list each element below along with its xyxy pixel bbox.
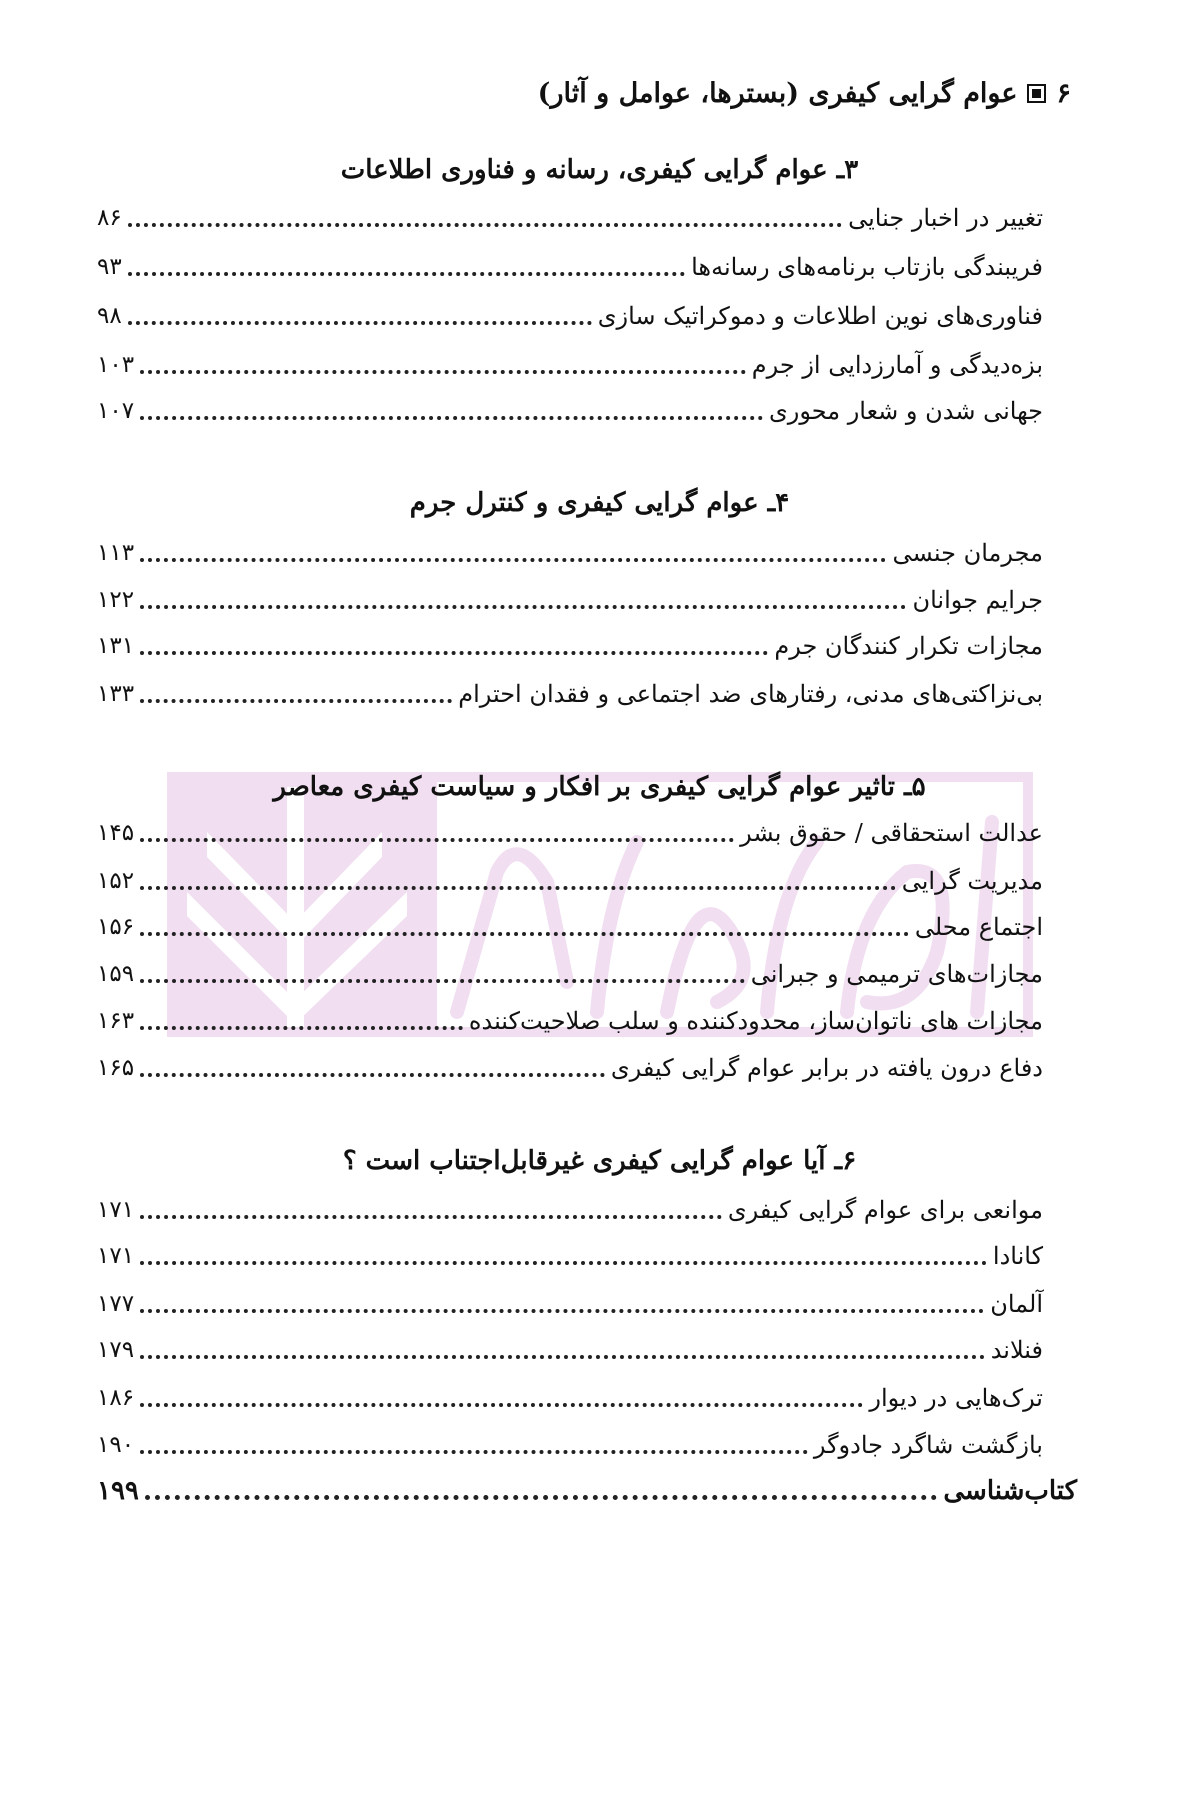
entry-page: ۱۶۳ bbox=[97, 1008, 135, 1034]
toc-entry[interactable] bbox=[97, 1239, 1043, 1273]
toc-entry[interactable] bbox=[97, 583, 1043, 617]
dot-leader bbox=[145, 1495, 937, 1500]
entry-page: ۱۷۷ bbox=[97, 1291, 135, 1317]
toc-entry[interactable] bbox=[97, 1287, 1043, 1321]
dot-leader bbox=[140, 370, 746, 374]
dot-leader bbox=[140, 605, 906, 609]
toc-entry[interactable] bbox=[97, 1051, 1043, 1085]
dot-leader bbox=[140, 1215, 722, 1219]
section-heading: ۵ـ تاثیر عوام گرایی کیفری بر افکار و سیاست کیفری معاصر bbox=[273, 772, 926, 802]
entry-page: ۱۸۶ bbox=[97, 1385, 135, 1411]
entry-title: بزه‌دیدگی و آمارزدایی از جرم bbox=[751, 351, 1043, 379]
dot-leader bbox=[140, 416, 763, 420]
entry-title: اجتماع محلی bbox=[914, 913, 1043, 941]
toc-entry[interactable] bbox=[97, 629, 1043, 663]
entry-page: ۹۳ bbox=[97, 254, 122, 280]
toc-entry[interactable] bbox=[97, 394, 1043, 428]
entry-title: فناوری‌های نوین اطلاعات و دموکراتیک سازی bbox=[597, 302, 1043, 330]
entry-page: ۱۷۱ bbox=[97, 1197, 135, 1223]
entry-title: دفاع درون یافته در برابر عوام گرایی کیفری bbox=[610, 1054, 1043, 1082]
entry-page: ۹۸ bbox=[97, 303, 122, 329]
entry-page: ۱۵۹ bbox=[97, 961, 135, 987]
entry-title: فنلاند bbox=[990, 1336, 1043, 1364]
dot-leader bbox=[140, 699, 452, 703]
dot-leader bbox=[140, 1073, 605, 1077]
entry-title: جرایم جوانان bbox=[912, 586, 1043, 614]
entry-page: ۱۹۹ bbox=[97, 1476, 139, 1506]
entry-title: تغییر در اخبار جنایی bbox=[848, 204, 1043, 232]
toc-entry[interactable] bbox=[97, 1193, 1043, 1227]
toc-entry[interactable] bbox=[97, 299, 1043, 333]
dot-leader bbox=[140, 932, 909, 936]
entry-title: آلمان bbox=[990, 1290, 1043, 1318]
dot-leader bbox=[140, 558, 886, 562]
entry-page: ۱۷۹ bbox=[97, 1337, 135, 1363]
toc-entry[interactable] bbox=[97, 536, 1043, 570]
entry-title: مجازات های ناتوان‌ساز، محدودکننده و سلب صلاحیت‌کننده bbox=[468, 1007, 1043, 1035]
toc-entry[interactable] bbox=[97, 1004, 1043, 1038]
entry-title: عدالت استحقاقی / حقوق بشر bbox=[740, 819, 1043, 847]
entry-page: ۱۷۱ bbox=[97, 1243, 135, 1269]
section-heading: ۴ـ عوام گرایی کیفری و کنترل جرم bbox=[409, 488, 790, 518]
toc-entry-bibliography[interactable] bbox=[97, 1474, 1077, 1508]
dot-leader bbox=[128, 272, 685, 276]
toc-entry[interactable] bbox=[97, 1333, 1043, 1367]
entry-title: مجازات‌های ترمیمی و جبرانی bbox=[750, 960, 1043, 988]
entry-title: فریبندگی بازتاب برنامه‌های رسانه‌ها bbox=[691, 253, 1043, 281]
toc-entry[interactable] bbox=[97, 957, 1043, 991]
dot-leader bbox=[140, 1355, 985, 1359]
entry-page: ۸۶ bbox=[97, 205, 122, 231]
toc-entry[interactable] bbox=[97, 910, 1043, 944]
book-title: عوام گرایی کیفری (بسترها، عوامل و آثار) bbox=[537, 78, 1018, 109]
dot-leader bbox=[140, 651, 768, 655]
entry-page: ۱۵۶ bbox=[97, 914, 135, 940]
dot-leader bbox=[140, 886, 896, 890]
square-bullet-icon bbox=[1027, 84, 1046, 103]
entry-page: ۱۱۳ bbox=[97, 540, 135, 566]
entry-title: کتاب‌شناسی bbox=[943, 1476, 1077, 1506]
dot-leader bbox=[140, 1403, 863, 1407]
section-heading: ۳ـ عوام گرایی کیفری، رسانه و فناوری اطلاعات bbox=[340, 155, 859, 185]
dot-leader bbox=[128, 321, 592, 325]
toc-entry[interactable] bbox=[97, 250, 1043, 284]
dot-leader bbox=[140, 1261, 987, 1265]
entry-page: ۱۳۱ bbox=[97, 633, 135, 659]
dot-leader bbox=[140, 1450, 808, 1454]
dot-leader bbox=[140, 1026, 463, 1030]
toc-entry[interactable] bbox=[97, 816, 1043, 850]
page-number: ۶ bbox=[1056, 78, 1071, 109]
entry-page: ۱۹۰ bbox=[97, 1432, 135, 1458]
dot-leader bbox=[128, 223, 842, 227]
entry-page: ۱۲۲ bbox=[97, 587, 135, 613]
entry-title: مدیریت گرایی bbox=[901, 867, 1043, 895]
toc-entry[interactable] bbox=[97, 201, 1043, 235]
watermark-logo bbox=[167, 772, 1033, 1037]
entry-title: مجرمان جنسی bbox=[892, 539, 1043, 567]
toc-entry[interactable] bbox=[97, 677, 1043, 711]
entry-title: موانعی برای عوام گرایی کیفری bbox=[727, 1196, 1043, 1224]
dot-leader bbox=[140, 979, 745, 983]
dot-leader bbox=[140, 1309, 984, 1313]
toc-entry[interactable] bbox=[97, 864, 1043, 898]
entry-title: جهانی شدن و شعار محوری bbox=[768, 397, 1043, 425]
entry-page: ۱۰۷ bbox=[97, 398, 135, 424]
running-header bbox=[538, 78, 1071, 109]
entry-title: ترک‌هایی در دیوار bbox=[869, 1384, 1043, 1412]
entry-title: مجازات تکرار کنندگان جرم bbox=[774, 632, 1043, 660]
toc-entry[interactable] bbox=[97, 348, 1043, 382]
entry-page: ۱۰۳ bbox=[97, 352, 135, 378]
entry-title: بازگشت شاگرد جادوگر bbox=[813, 1431, 1043, 1459]
dot-leader bbox=[140, 838, 734, 842]
entry-page: ۱۶۵ bbox=[97, 1055, 135, 1081]
toc-entry[interactable] bbox=[97, 1381, 1043, 1415]
entry-title: کانادا bbox=[992, 1242, 1043, 1270]
toc-entry[interactable] bbox=[97, 1428, 1043, 1462]
entry-page: ۱۵۲ bbox=[97, 868, 135, 894]
section-heading: ۶ـ آیا عوام گرایی کیفری غیرقابل‌اجتناب است ؟ bbox=[342, 1146, 857, 1176]
entry-page: ۱۴۵ bbox=[97, 820, 135, 846]
entry-title: بی‌نزاکتی‌های مدنی، رفتارهای ضد اجتماعی و فقدان احترام bbox=[458, 680, 1043, 708]
entry-page: ۱۳۳ bbox=[97, 681, 135, 707]
